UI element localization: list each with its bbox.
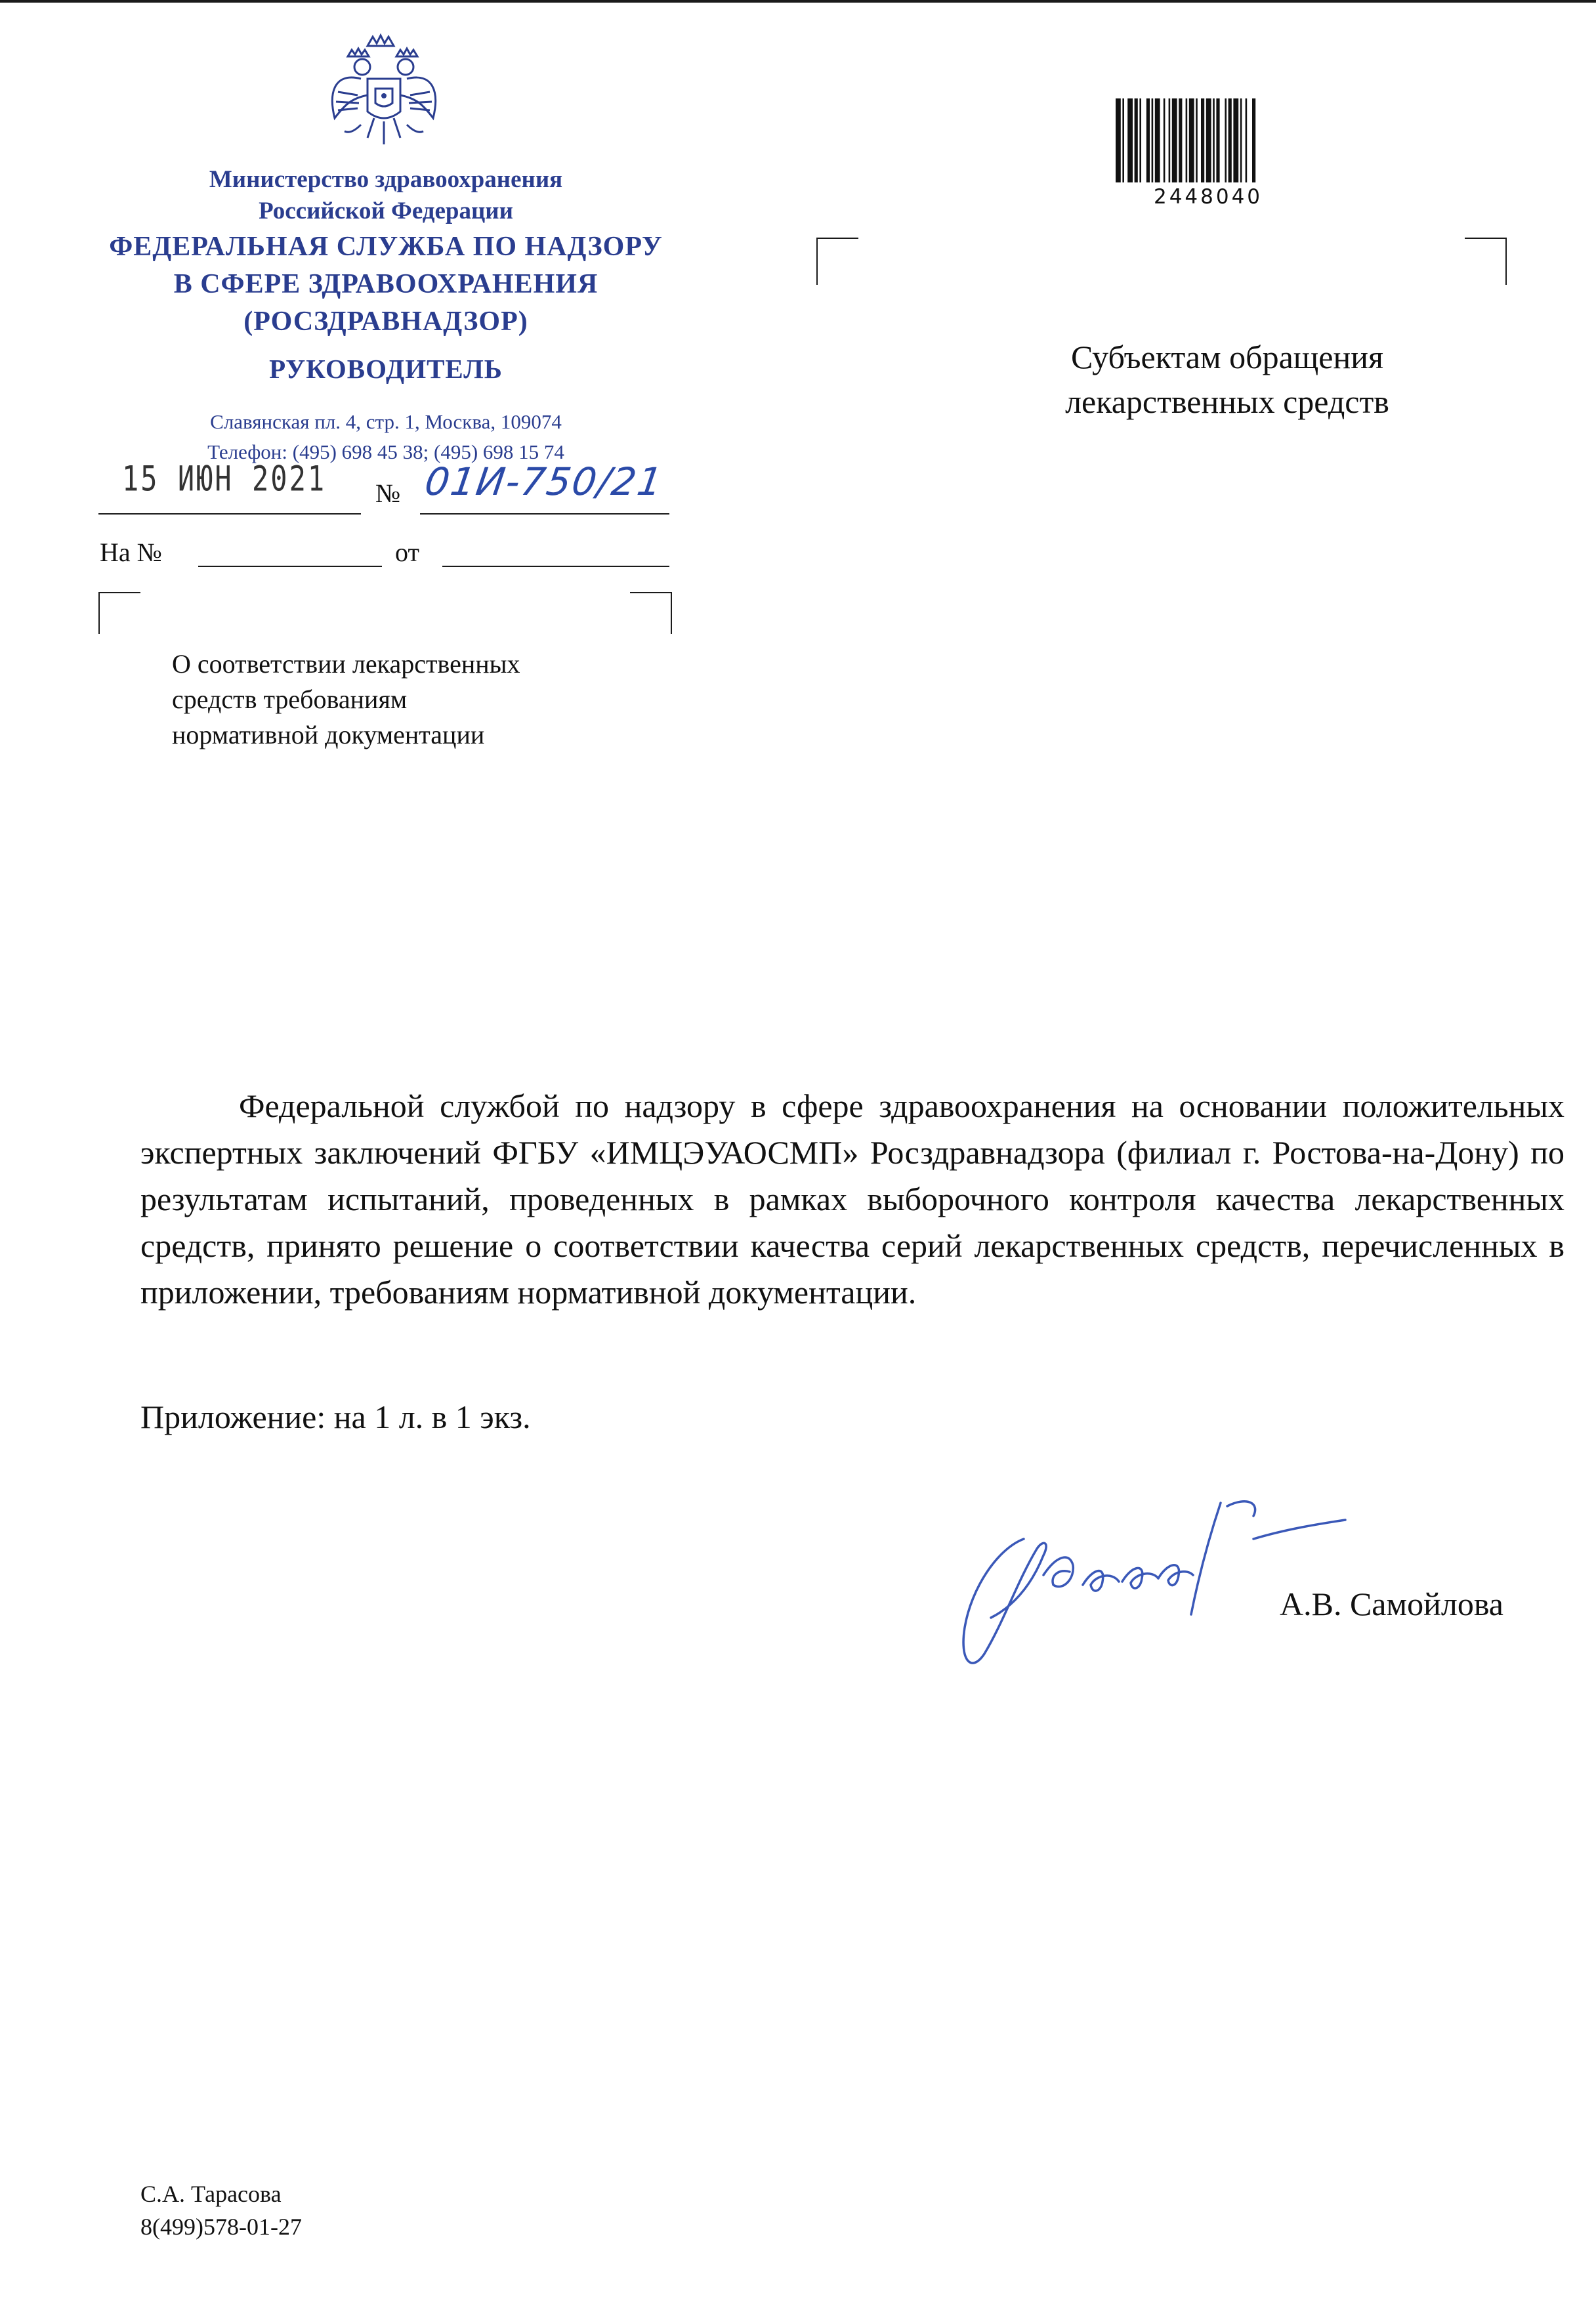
ministry-line-2: Российской Федерации: [259, 198, 513, 224]
barcode-bar: [1179, 98, 1182, 182]
service-line-3: (РОСЗДРАВНАДЗОР): [243, 306, 528, 337]
barcode-bar: [1233, 98, 1238, 182]
subject-line-2: средств требованиям: [172, 684, 408, 714]
subject-bracket-right: [630, 592, 672, 634]
reference-label: На №: [100, 537, 162, 567]
date-stamp: 15 ИЮН 2021: [122, 458, 327, 499]
recipient-bracket-right: [1465, 238, 1507, 285]
service-line-2: В СФЕРЕ ЗДРАВООХРАНЕНИЯ: [173, 269, 598, 299]
barcode-bar: [1146, 98, 1150, 182]
barcode-bar: [1139, 98, 1141, 182]
reference-from-label: от: [395, 537, 419, 567]
barcode-bar: [1201, 98, 1204, 182]
barcode-bar: [1225, 98, 1227, 182]
barcode-bar: [1116, 98, 1121, 182]
barcode-bar: [1172, 98, 1177, 182]
performer-block: [140, 2177, 302, 2243]
service-name: [79, 228, 693, 341]
ministry-name: [98, 164, 673, 227]
barcode: [1116, 98, 1301, 182]
subject-line-1: О соответствии лекарственных: [172, 649, 520, 679]
barcode-number: 2448040: [1153, 185, 1263, 209]
barcode-bar: [1246, 98, 1248, 182]
barcode-bar: [1206, 98, 1211, 182]
barcode-bar: [1152, 98, 1154, 182]
performer-name: С.А. Тарасова: [140, 2181, 282, 2207]
recipient-line-1: Субъектам обращения: [1071, 339, 1383, 375]
attachment-note: Приложение: на 1 л. в 1 экз.: [140, 1399, 531, 1435]
ministry-line-1: Министерство здравоохранения: [209, 166, 563, 193]
reference-number-underline: [198, 566, 382, 567]
recipient-bracket-left: [816, 238, 858, 285]
subject: [172, 646, 684, 753]
head-title: РУКОВОДИТЕЛЬ: [269, 354, 503, 384]
barcode-bar: [1164, 98, 1166, 182]
phone: Телефон: (495) 698 45 38; (495) 698 15 74: [207, 440, 564, 463]
barcode-bar: [1196, 98, 1198, 182]
barcode-bar: [1228, 98, 1232, 182]
barcode-bar: [1252, 98, 1255, 182]
coat-of-arms-icon: [322, 26, 446, 158]
barcode-bar: [1216, 98, 1219, 182]
barcode-bar: [1155, 98, 1160, 182]
barcode-bar: [1240, 98, 1242, 182]
top-border: [0, 0, 1596, 3]
recipient-line-2: лекарственных средств: [1065, 383, 1389, 420]
reference-date-underline: [442, 566, 669, 567]
registration-number: 01И-750/21: [422, 459, 666, 504]
subject-line-3: нормативной документации: [172, 720, 485, 749]
signer-name: А.В. Самойлова: [1280, 1586, 1503, 1622]
performer-phone: 8(499)578-01-27: [140, 2214, 302, 2240]
recipient: [965, 335, 1490, 424]
body-paragraph: Федеральной службой по надзору в сфере здравоохранения на основании положительных экспертных заключений ФГБУ «ИМЦЭУАОСМП» Росздравнадзора (филиал г. Ростова-на-Дону) по результатам испытаний, проведенных в рамках выборочного контроля качества лекарственных средств, принято решение о соответствии качества серий лекарственных средств, перечисленных в приложении, требованиям нормативной документации.: [140, 1087, 1564, 1311]
barcode-bar: [1189, 98, 1194, 182]
service-line-1: ФЕДЕРАЛЬНАЯ СЛУЖБА ПО НАДЗОРУ: [109, 232, 663, 262]
barcode-bar: [1122, 98, 1124, 182]
subject-bracket-left: [98, 592, 140, 634]
number-sign: №: [375, 478, 401, 508]
barcode-bar: [1186, 98, 1188, 182]
address: Славянская пл. 4, стр. 1, Москва, 109074: [210, 410, 562, 433]
date-underline: [98, 513, 361, 515]
barcode-bar: [1127, 98, 1133, 182]
barcode-bar: [1135, 98, 1138, 182]
barcode-bar: [1169, 98, 1171, 182]
number-underline: [420, 513, 669, 515]
barcode-bar: [1213, 98, 1215, 182]
